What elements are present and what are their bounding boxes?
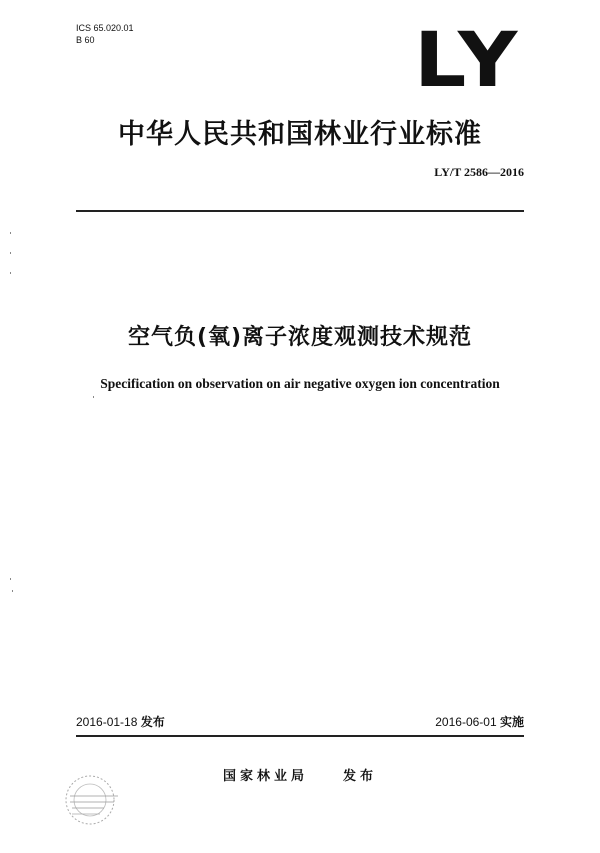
standard-number: LY/T 2586—2016 — [434, 165, 524, 179]
document-title-cn: 空气负(氧)离子浓度观测技术规范 — [127, 325, 473, 350]
ics-code: ICS 65.020.01 — [76, 23, 134, 33]
publisher-name: 国家林业局 — [222, 769, 308, 784]
ccs-code: B 60 — [76, 35, 95, 45]
ly-logo: LY — [414, 15, 522, 104]
publisher-action: 发布 — [343, 769, 378, 784]
bottom-divider — [76, 735, 524, 737]
document-title-en: Specification on observation on air negative oxygen ion concentration — [100, 376, 500, 391]
implement-label: 实施 — [499, 715, 524, 729]
top-divider — [76, 210, 524, 212]
standard-title: 中华人民共和国林业行业标准 — [118, 119, 482, 150]
issue-date: 2016-01-18 — [76, 715, 138, 729]
issue-date-line — [76, 713, 165, 730]
watermark-stamp-icon — [60, 770, 130, 830]
classification-codes — [76, 22, 134, 46]
implement-date: 2016-06-01 — [435, 715, 497, 729]
issue-label: 发布 — [140, 715, 165, 729]
implement-date-line — [435, 713, 524, 730]
